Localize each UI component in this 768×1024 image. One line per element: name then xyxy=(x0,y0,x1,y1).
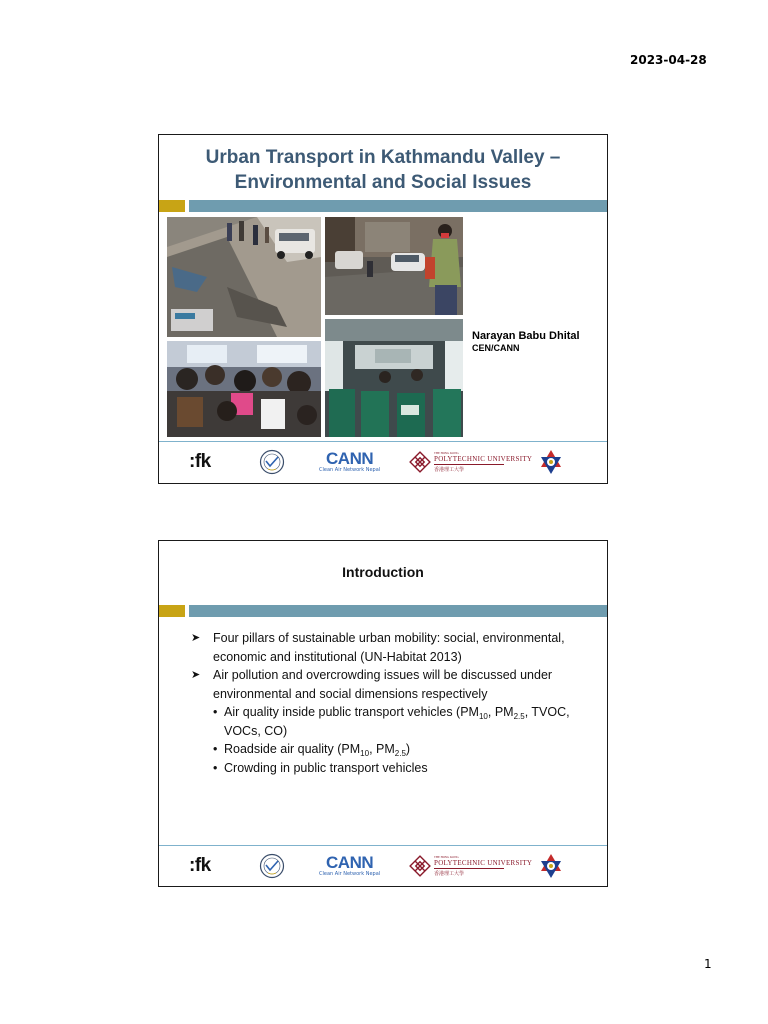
page-date: 2023-04-28 xyxy=(630,53,707,67)
bullet-item: ➤ Air pollution and overcrowding issues will be discussed under environmental and social dimensions respectively xyxy=(191,668,553,701)
polyu-logo: THE HONG KONG POLYTECHNIC UNIVERSITY 香港理工大學 xyxy=(409,846,532,886)
slide-title: Introduction xyxy=(342,564,424,580)
author-block xyxy=(472,330,580,353)
bullet-list xyxy=(177,629,595,777)
road-construction-photo xyxy=(167,217,321,337)
logo-row xyxy=(159,442,607,482)
accent-bar xyxy=(159,200,607,212)
round-emblem-logo xyxy=(259,442,285,482)
author-name: Narayan Babu Dhital xyxy=(472,330,580,342)
polyu-logo: THE HONG KONG POLYTECHNIC UNIVERSITY 香港理工大學 xyxy=(409,442,532,482)
title-line-1: Urban Transport in Kathmandu Valley – xyxy=(205,147,561,168)
bus-interior-photo xyxy=(325,319,463,437)
arrow-bullet-icon: ➤ xyxy=(191,669,201,681)
nepal-emblem-logo xyxy=(539,846,563,886)
arrow-bullet-icon: ➤ xyxy=(191,632,201,644)
round-emblem-logo xyxy=(259,846,285,886)
sub-bullet-item: • Roadside air quality ($PM_{10}$, $PM_{2.5}$) xyxy=(213,742,411,758)
logo-row xyxy=(159,846,607,886)
slide-title xyxy=(159,145,607,195)
crowded-bus-photo xyxy=(167,341,321,437)
page-number: 1 xyxy=(704,957,712,971)
dot-bullet-icon: • xyxy=(213,742,218,756)
slide-introduction xyxy=(158,540,608,887)
street-pedestrian-photo xyxy=(325,217,463,315)
dot-bullet-icon: • xyxy=(213,705,218,719)
accent-bar xyxy=(159,605,607,617)
bullet-item: ➤ Four pillars of sustainable urban mobility: social, environmental, economic and institutional (UN-Habitat 2013) xyxy=(191,631,565,664)
fk-logo: :fk xyxy=(189,451,211,472)
author-affiliation: CEN/CANN xyxy=(472,343,520,353)
nepal-emblem-logo xyxy=(539,442,563,482)
sub-bullet-item: • Crowding in public transport vehicles xyxy=(177,759,595,778)
slide-title-page xyxy=(158,134,608,484)
cann-logo: CANN Clean Air Network Nepal xyxy=(319,853,381,877)
title-line-2: Environmental and Social Issues xyxy=(234,172,532,193)
fk-logo: :fk xyxy=(189,855,211,876)
cann-logo: CANN Clean Air Network Nepal xyxy=(319,449,381,473)
dot-bullet-icon: • xyxy=(213,760,218,775)
sub-bullet-item: • Air quality inside public transport vehicles ($PM_{10}$, $PM_{2.5}$, TVOC, VOCs, CO) xyxy=(213,705,570,738)
